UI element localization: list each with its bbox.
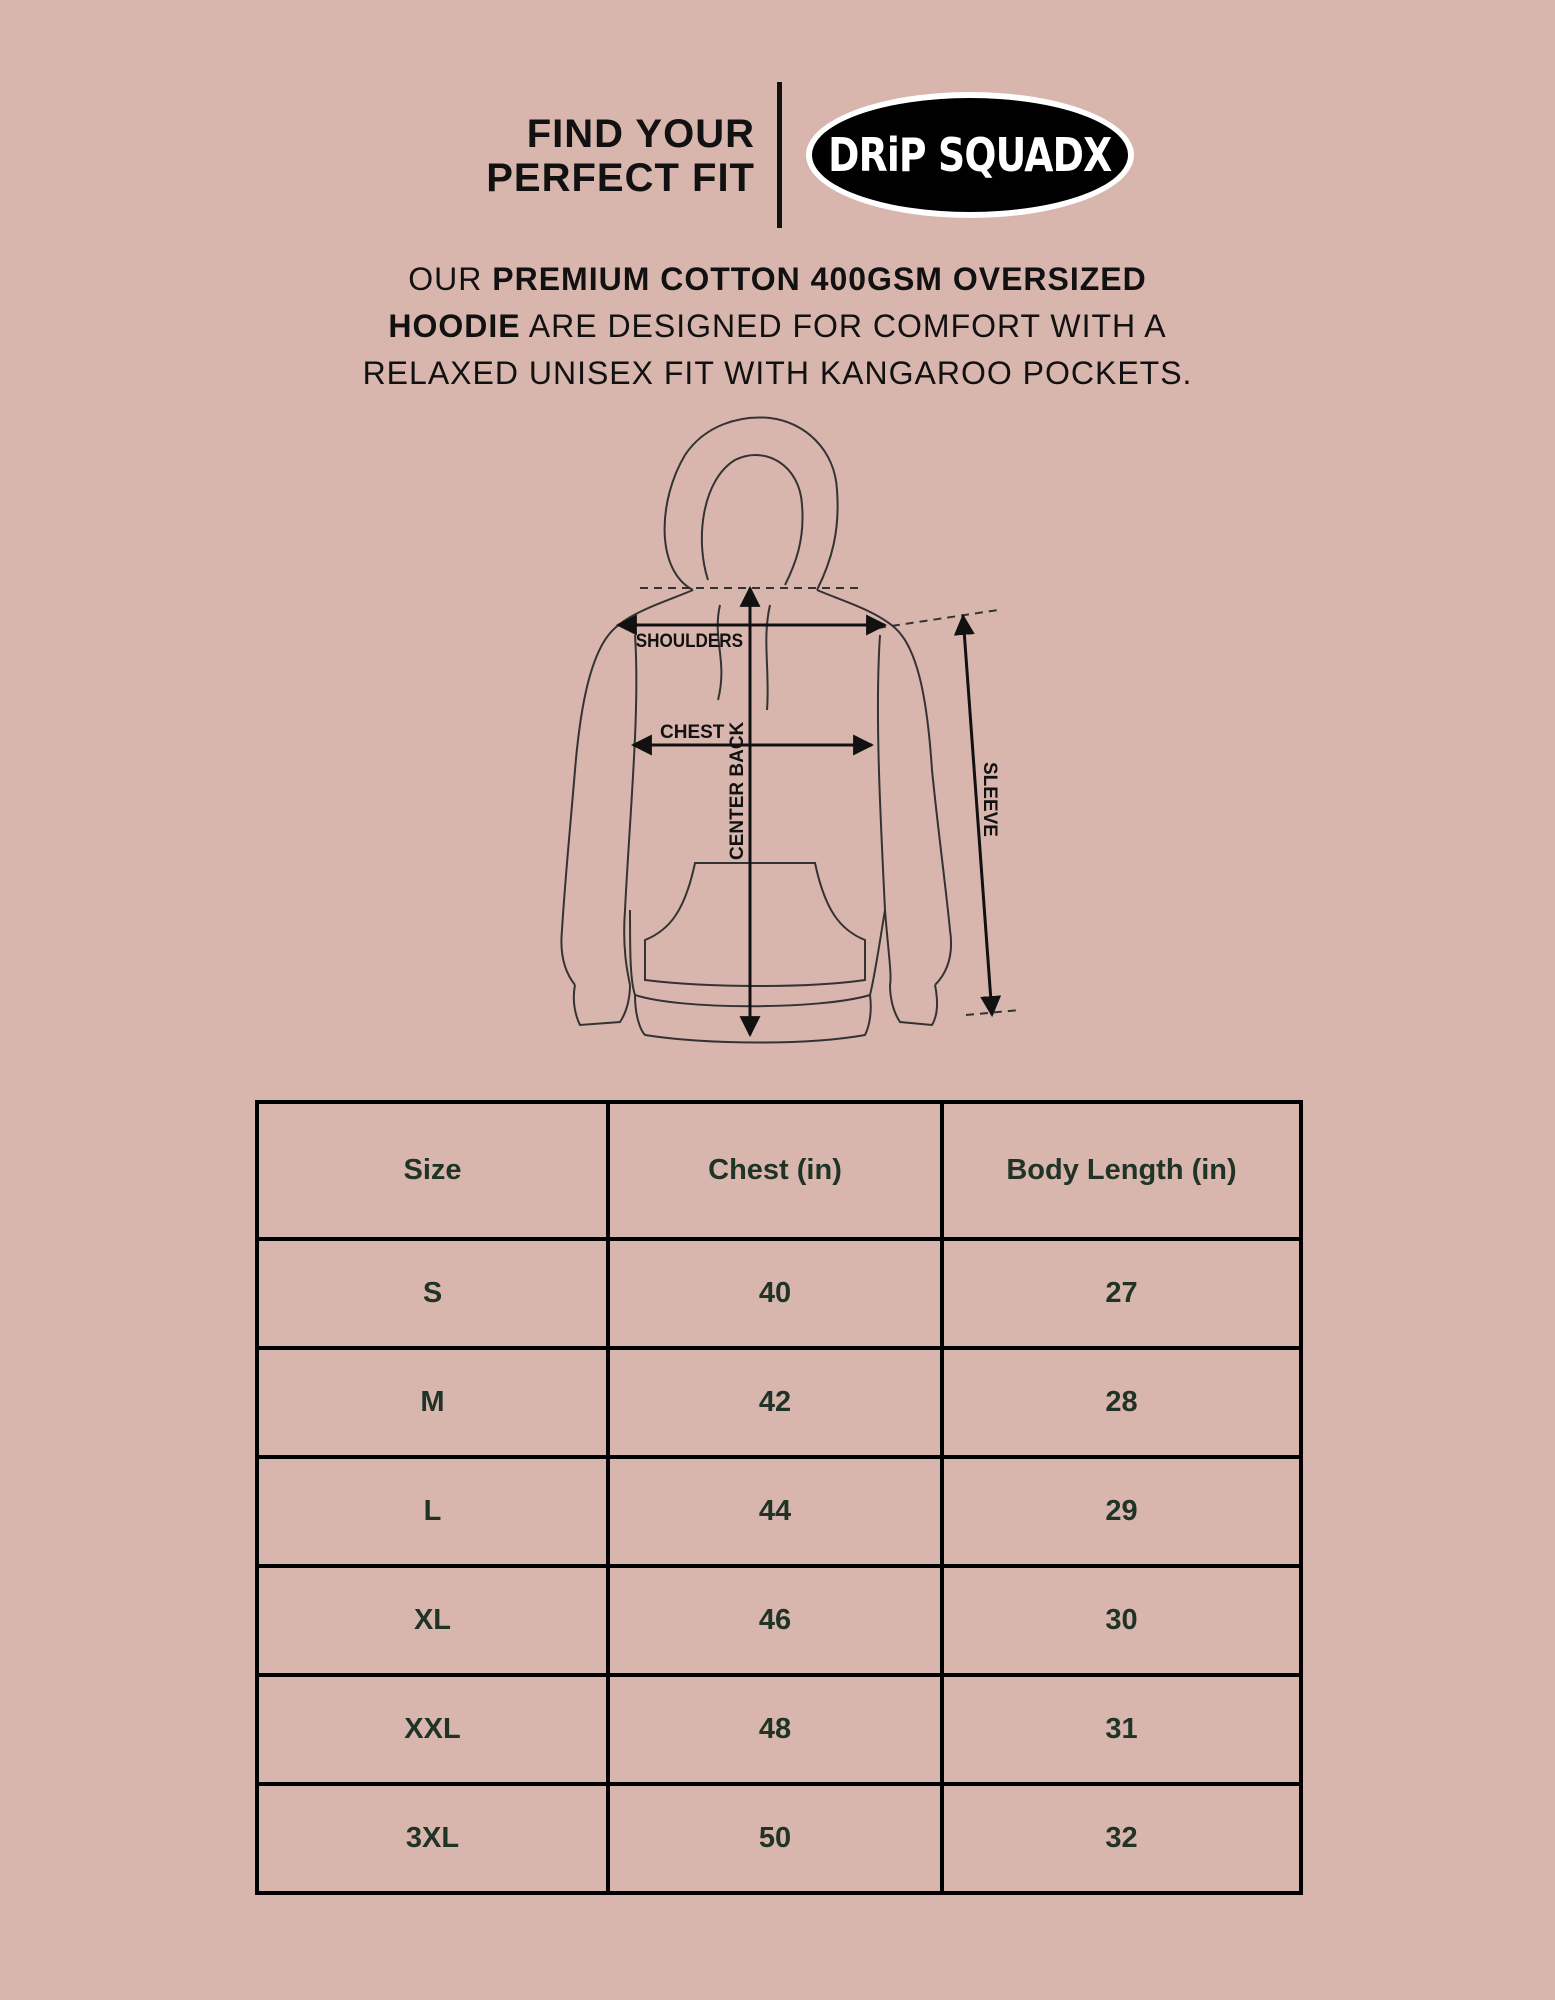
body-length-cell: 31: [942, 1675, 1301, 1784]
description-line-3: RELAXED UNISEX FIT WITH KANGAROO POCKETS.: [362, 355, 1193, 391]
table-row: [257, 1239, 1301, 1348]
size-cell: L: [257, 1457, 608, 1566]
size-cell: XL: [257, 1566, 608, 1675]
body-length-cell: 30: [942, 1566, 1301, 1675]
size-chart-table: [255, 1100, 1303, 1895]
header-body-length: Body Length (in): [942, 1102, 1301, 1239]
header-chest: Chest (in): [608, 1102, 942, 1239]
size-cell: M: [257, 1348, 608, 1457]
chest-cell: 48: [608, 1675, 942, 1784]
table-row: [257, 1566, 1301, 1675]
description-bold: HOODIE: [388, 308, 521, 344]
page-title: [486, 112, 755, 200]
table-row: [257, 1784, 1301, 1893]
title-line-1: FIND YOUR: [526, 112, 755, 156]
description-line-1: [0, 256, 1555, 303]
description-bold: PREMIUM COTTON 400GSM OVERSIZED: [492, 261, 1147, 297]
hoodie-measurement-diagram: [480, 410, 1040, 1050]
description-text: OUR: [408, 261, 493, 297]
chest-cell: 42: [608, 1348, 942, 1457]
header-divider: [777, 82, 782, 228]
size-cell: 3XL: [257, 1784, 608, 1893]
table-header-row: [257, 1102, 1301, 1239]
size-cell: S: [257, 1239, 608, 1348]
brand-logo: [806, 92, 1134, 218]
table-row: [257, 1457, 1301, 1566]
body-length-cell: 32: [942, 1784, 1301, 1893]
logo-text: DRiP SQUADX: [828, 128, 1112, 182]
table-row: [257, 1348, 1301, 1457]
header: [0, 82, 1555, 228]
chest-cell: 40: [608, 1239, 942, 1348]
chest-label: CHEST: [660, 722, 725, 743]
body-length-cell: 28: [942, 1348, 1301, 1457]
sleeve-label: SLEEVE: [979, 762, 1000, 837]
hoodie-outline-icon: [561, 417, 951, 1042]
center-back-label: CENTER BACK: [727, 721, 748, 860]
description-text: ARE DESIGNED FOR COMFORT WITH A: [520, 308, 1167, 344]
body-length-cell: 29: [942, 1457, 1301, 1566]
size-cell: XXL: [257, 1675, 608, 1784]
shoulders-label: SHOULDERS: [635, 630, 743, 652]
product-description: [0, 256, 1555, 397]
table-row: [257, 1675, 1301, 1784]
chest-cell: 50: [608, 1784, 942, 1893]
body-length-cell: 27: [942, 1239, 1301, 1348]
header-size: Size: [257, 1102, 608, 1239]
chest-cell: 44: [608, 1457, 942, 1566]
description-line-2: [0, 303, 1555, 350]
title-line-2: PERFECT FIT: [486, 156, 755, 200]
chest-cell: 46: [608, 1566, 942, 1675]
